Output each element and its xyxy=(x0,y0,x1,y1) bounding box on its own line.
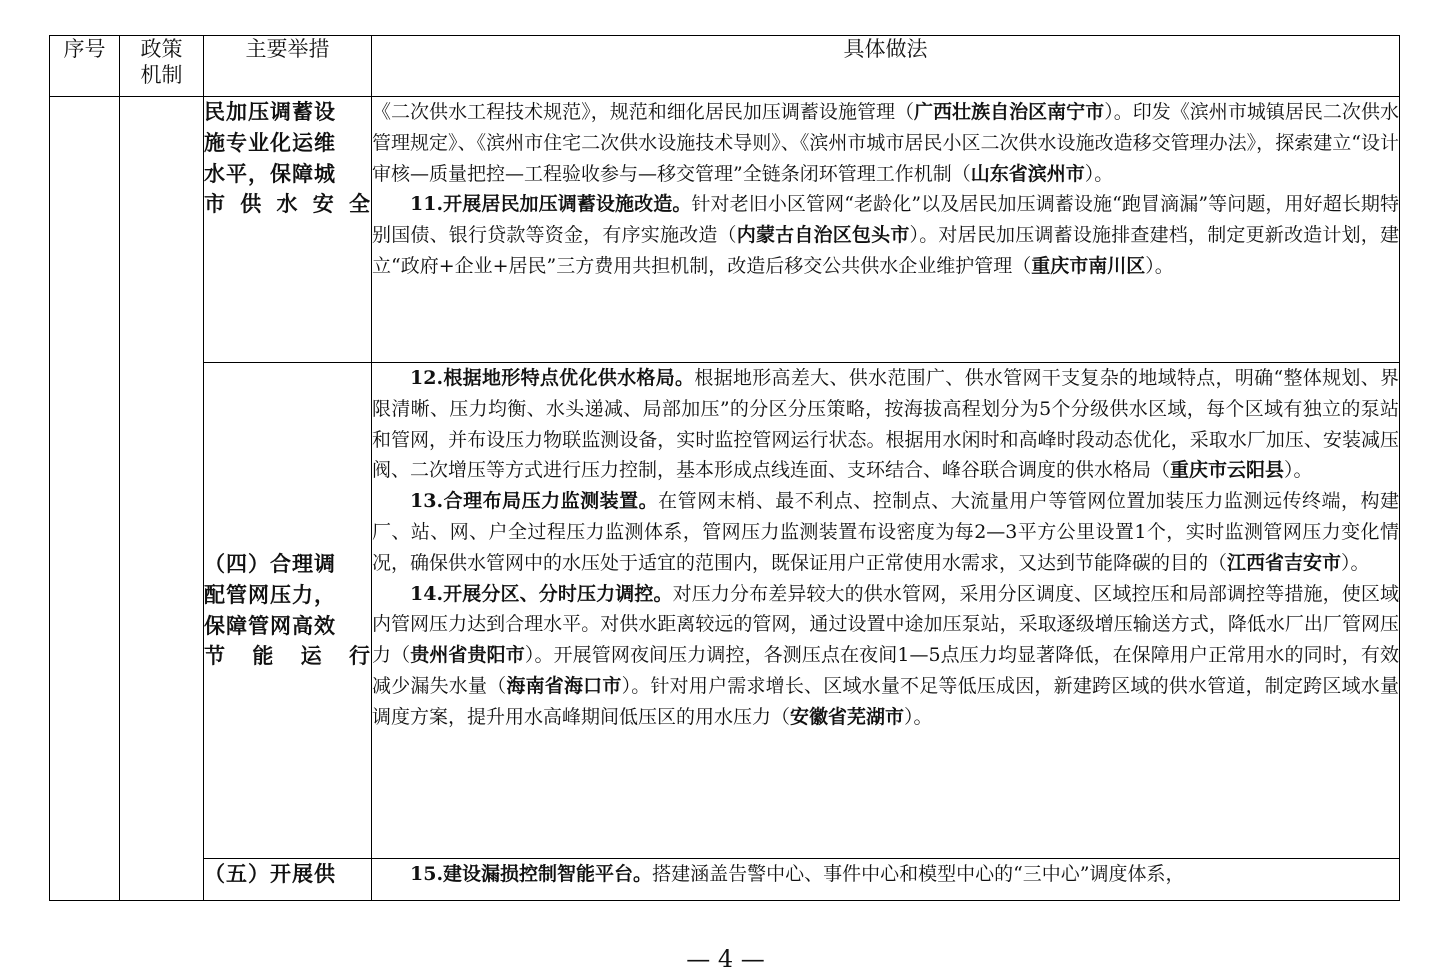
page-number: — 4 — xyxy=(686,945,765,973)
measure-line: （五）开展供 xyxy=(204,861,336,886)
bold-text: 内蒙古自治区包头市 xyxy=(736,224,910,247)
header-specific-practices: 具体做法 xyxy=(372,36,1400,97)
bold-text: 广西壮族自治区南宁市 xyxy=(914,101,1105,123)
body-text: ）。 xyxy=(1284,459,1313,482)
body-text: ）。开展管网夜间压力调控，各测压点在夜间1—5点压力均显著降低，在保障用户正常用水的同时，有效减少漏失水量（ xyxy=(372,644,1399,697)
body-text: 根据地形高差大、供水范围广、供水管网干支复杂的地域特点，明确“整体规划、界限清晰、压力均衡、水头递减、局部加压”的分区分压策略，按海拔高程划分为5个分级供水区域，每个区域有独立的泵站和管网，并布设压力物联监测设备，实时监控管网运行状态。根据用水闲时和高峰时段动态优化，采取水厂加压、安装减压阀、二次增压等方式进行压力控制，基本形成点线连面、支环结合、峰谷联合调度的供水格局（ xyxy=(372,367,1400,482)
header-main-measures: 主要举措 xyxy=(204,36,372,97)
measure-line: 节能运行 xyxy=(204,643,371,669)
body-text: ）。 xyxy=(904,705,933,728)
body-text: 《二次供水工程技术规范》，规范和细化居民加压调蓄设施管理（ xyxy=(372,101,915,123)
measure-line: （四）合理调 xyxy=(204,550,336,576)
body-text: 对压力分布差异较大的供水管网，采用分区调度、区域控压和局部调控等措施，使区域内管网压力达到合理水平。对供水距离较远的管网，通过设置中途加压泵站，采取逐级增压输送方式，降低水厂出厂管网压力（ xyxy=(372,582,1399,667)
measure-line: 保障管网高效 xyxy=(204,612,336,638)
bold-text: 13.合理布局压力监测装置。 xyxy=(410,490,659,513)
body-text: ）。 xyxy=(1341,551,1370,574)
bold-text: 14.开展分区、分时压力调控。 xyxy=(410,582,673,605)
measure-cell xyxy=(204,859,372,901)
body-text: 针对老旧小区管网“老龄化”以及居民加压调蓄设施“跑冒滴漏”等问题，用好超长期特别国债、银行贷款等资金，有序实施改造（ xyxy=(372,193,1400,247)
header-policy-mechanism: 政策 机制 xyxy=(120,36,204,97)
table-row xyxy=(50,363,1400,859)
measure-line: 民加压调蓄设 xyxy=(204,99,336,124)
bold-text: 12.根据地形特点优化供水格局。 xyxy=(410,367,695,389)
measure-cell xyxy=(204,363,372,859)
table-row xyxy=(50,859,1400,901)
bold-text: 山东省滨州市 xyxy=(970,162,1085,185)
bold-text: 重庆市云阳县 xyxy=(1170,459,1285,482)
body-text: 在管网末梢、最不利点、控制点、大流量用户等管网位置加装压力监测远传终端，构建厂、站、网、户全过程压力监测体系，管网压力监测装置布设密度为每2—3平方公里设置1个，实时监测管网压力变化情况，确保供水管网中的水压处于适宜的范围内，既保证用户正常使用水需求，又达到节能降碳的目的（ xyxy=(372,490,1399,574)
measure-line: 水平，保障城 xyxy=(204,160,336,186)
table-row xyxy=(50,97,1400,363)
measure-line: 施专业化运维 xyxy=(204,129,336,155)
bold-text: 重庆市南川区 xyxy=(1031,254,1146,277)
body-text: ）。 xyxy=(1084,162,1114,185)
bold-text: 贵州省贵阳市 xyxy=(410,644,525,667)
measure-line: 配管网压力， xyxy=(204,581,336,607)
header-index: 序号 xyxy=(50,36,120,97)
practice-paragraph xyxy=(372,579,1399,733)
bold-text: 海南省海口市 xyxy=(506,674,622,697)
bold-text: 15.建设漏损控制智能平台。 xyxy=(410,863,653,885)
body-text: ）。 xyxy=(1145,254,1174,277)
bold-text: 11.开展居民加压调蓄设施改造。 xyxy=(410,193,692,216)
practice-cell xyxy=(372,97,1400,363)
policy-table xyxy=(49,35,1400,901)
practice-paragraph xyxy=(372,363,1399,486)
practice-paragraph xyxy=(372,189,1399,281)
bold-text: 江西省吉安市 xyxy=(1227,551,1342,574)
policy-cell xyxy=(120,97,204,901)
practice-paragraph xyxy=(372,486,1399,578)
body-text: ）。对居民加压调蓄设施排查建档，制定更新改造计划，建立“政府+企业+居民”三方费用共担机制，改造后移交公共供水企业维护管理（ xyxy=(372,224,1399,277)
table-header-row xyxy=(50,36,1400,97)
measure-line: 市供水安全 xyxy=(204,191,371,217)
practice-paragraph xyxy=(372,97,1399,189)
body-text: 搭建涵盖告警中心、事件中心和模型中心的“三中心”调度体系， xyxy=(652,863,1185,885)
index-cell xyxy=(50,97,120,901)
body-text: ）。印发《滨州市城镇居民二次供水管理规定》、《滨州市住宅二次供水设施技术导则》、《滨州市城市居民小区二次供水设施改造移交管理办法》，探索建立“设计审核—质量把控—工程验收参与—移交管理”全链条闭环管理工作机制（ xyxy=(372,101,1399,185)
body-text: ）。针对用户需求增长、区域水量不足等低压成因，新建跨区域的供水管道，制定跨区域水量调度方案，提升用水高峰期间低压区的用水压力（ xyxy=(372,674,1399,728)
practice-cell xyxy=(372,363,1400,859)
practice-paragraph xyxy=(372,859,1399,890)
measure-cell xyxy=(204,97,372,363)
practice-cell xyxy=(372,859,1400,901)
bold-text: 安徽省芜湖市 xyxy=(790,705,905,728)
